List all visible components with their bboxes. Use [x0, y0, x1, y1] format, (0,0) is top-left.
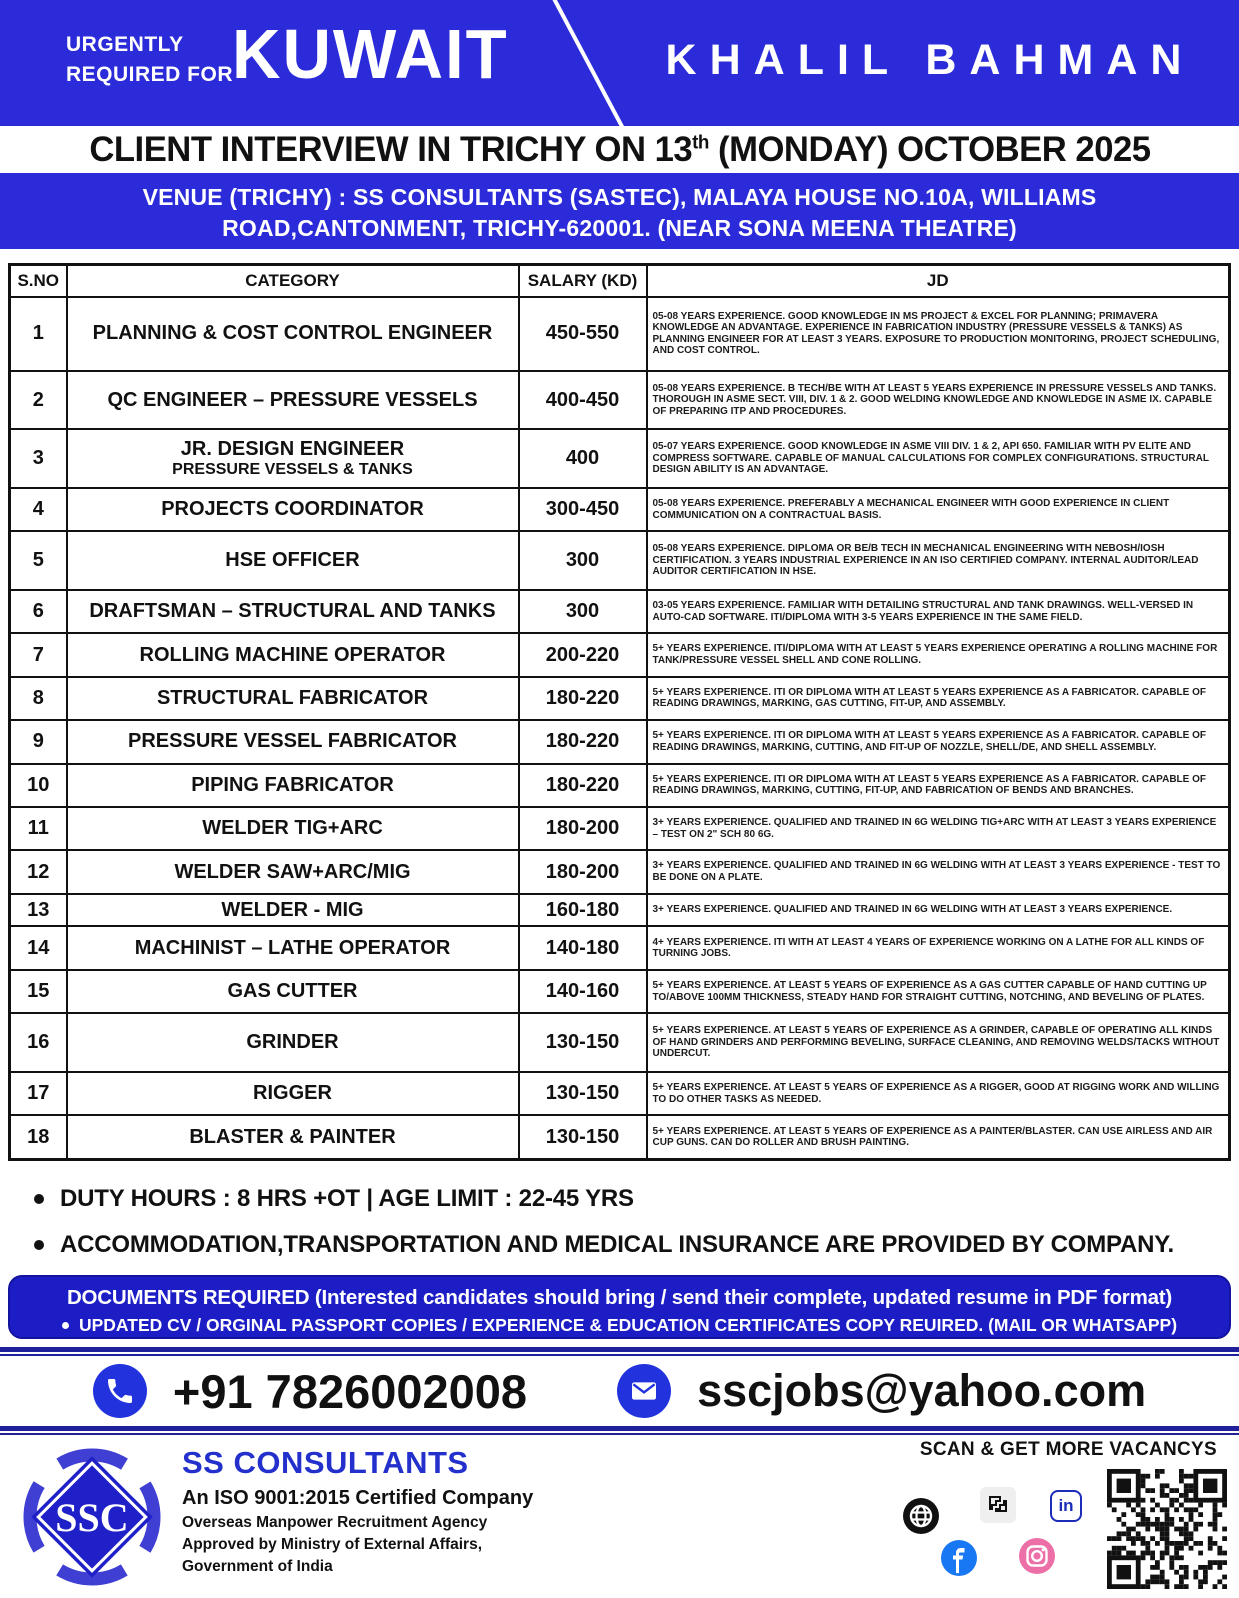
col-header-salary: SALARY (KD)	[519, 265, 647, 298]
jd-cell: 03-05 YEARS EXPERIENCE. FAMILIAR WITH DETAILING STRUCTURAL AND TANK DRAWINGS. WELL-VERSED IN AUTO-CAD SOFTWARE. ITI/DIPLOMA WITH 3-5 YEARS EXPERIENCE IN THE SAME FIELD.	[647, 590, 1230, 633]
table-row	[10, 970, 1230, 1013]
category-cell: BLASTER & PAINTER	[67, 1115, 519, 1159]
sno-cell: 9	[10, 720, 67, 763]
category-cell: PROJECTS COORDINATOR	[67, 488, 519, 531]
table-row	[10, 633, 1230, 676]
jd-cell: 5+ YEARS EXPERIENCE. AT LEAST 5 YEARS OF EXPERIENCE AS A PAINTER/BLASTER. CAN USE AIRLESS AND AIR CUP GUNS. CAN DO ROLLER AND BRUSH PAINTING.	[647, 1115, 1230, 1159]
sno-cell: 13	[10, 894, 67, 927]
sno-cell: 1	[10, 297, 67, 371]
jd-cell: 3+ YEARS EXPERIENCE. QUALIFIED AND TRAINED IN 6G WELDING WITH AT LEAST 3 YEARS EXPERIENCE.	[647, 894, 1230, 927]
sno-cell: 18	[10, 1115, 67, 1159]
documents-required-box	[8, 1275, 1231, 1339]
sno-cell: 10	[10, 764, 67, 807]
bullet-dot	[34, 1194, 44, 1204]
salary-cell: 160-180	[519, 894, 647, 927]
email-address: sscjobs@yahoo.com	[697, 1365, 1147, 1416]
category-cell: WELDER - MIG	[67, 894, 519, 927]
ssc-logo	[16, 1441, 168, 1598]
salary-cell: 300	[519, 531, 647, 590]
sno-cell: 11	[10, 807, 67, 850]
jd-cell: 05-08 YEARS EXPERIENCE. B TECH/BE WITH AT LEAST 5 YEARS EXPERIENCE IN PRESSURE VESSELS AND TANKS. THOROUGH IN ASME SECT. VIII, DIV. 1 & 2. GOOD WELDING KNOWLEDGE AND KNOWLEDGE IN ASME IX. CAPABLE OF PREPARING ITP AND PROCEDURES.	[647, 371, 1230, 430]
instagram-icon	[1018, 1537, 1056, 1580]
country-title: KUWAIT	[232, 15, 509, 93]
approved-line: Approved by Ministry of External Affairs,	[182, 1536, 483, 1553]
agency-line: Overseas Manpower Recruitment Agency	[182, 1514, 488, 1531]
documents-bullet: UPDATED CV / ORGINAL PASSPORT COPIES / EXPERIENCE & EDUCATION CERTIFICATES COPY REUIRED. (MAIL OR WHATSAPP)	[24, 1315, 1215, 1336]
category-cell: PLANNING & COST CONTROL ENGINEER	[67, 297, 519, 371]
category-cell: HSE OFFICER	[67, 531, 519, 590]
sno-cell: 2	[10, 371, 67, 430]
table-row	[10, 531, 1230, 590]
venue-line-2: ROAD,CANTONMENT, TRICHY-620001. (NEAR SONA MEENA THEATRE)	[222, 214, 1017, 241]
jd-cell: 5+ YEARS EXPERIENCE. ITI OR DIPLOMA WITH AT LEAST 5 YEARS EXPERIENCE AS A FABRICATOR. CAPABLE OF READING DRAWINGS, MARKING, CUTTING, FIT-UP, AND FABRICATION OF BENDS AND BRANCHES.	[647, 764, 1230, 807]
jd-cell: 5+ YEARS EXPERIENCE. AT LEAST 5 YEARS OF EXPERIENCE AS A GRINDER, CAPABLE OF OPERATING ALL KINDS OF HAND GRINDERS AND PERFORMING BEVELING, SURFACE CLEANING, AND REMOVING WELDS/TACKS WITHOUT UNDERCUT.	[647, 1013, 1230, 1072]
sno-cell: 17	[10, 1072, 67, 1115]
jd-cell: 5+ YEARS EXPERIENCE. AT LEAST 5 YEARS OF EXPERIENCE AS A GAS CUTTER CAPABLE OF HAND CUTTING UP TO/ABOVE 100MM THICKNESS, STEADY HAND FOR STRAIGHT CUTTING, NOTCHING, AND BEVELING OF PLATES.	[647, 970, 1230, 1013]
iso-line: An ISO 9001:2015 Certified Company	[182, 1487, 534, 1509]
footer	[0, 1435, 1239, 1597]
divider-line	[0, 1426, 1239, 1435]
jd-cell: 3+ YEARS EXPERIENCE. QUALIFIED AND TRAINED IN 6G WELDING WITH AT LEAST 3 YEARS EXPERIENCE - TEST TO BE DONE ON A PLATE.	[647, 850, 1230, 893]
jd-cell: 5+ YEARS EXPERIENCE. ITI OR DIPLOMA WITH AT LEAST 5 YEARS EXPERIENCE AS A FABRICATOR. CAPABLE OF READING DRAWINGS, MARKING, CUTTING, AND FIT-UP OF NOZZLE, SHELL/DE, AND SHELL ASSEMBLY.	[647, 720, 1230, 763]
category-cell: JR. DESIGN ENGINEER PRESSURE VESSELS & TANKS	[67, 429, 519, 488]
notes-section	[0, 1161, 1239, 1265]
col-header-category: CATEGORY	[67, 265, 519, 298]
jd-cell: 3+ YEARS EXPERIENCE. QUALIFIED AND TRAINED IN 6G WELDING TIG+ARC WITH AT LEAST 3 YEARS EXPERIENCE – TEST ON 2" SCH 80 6G.	[647, 807, 1230, 850]
category-cell: MACHINIST – LATHE OPERATOR	[67, 926, 519, 969]
category-cell: GRINDER	[67, 1013, 519, 1072]
table-row	[10, 1013, 1230, 1072]
company-info	[182, 1445, 533, 1576]
note-duty-hours: DUTY HOURS : 8 HRS +OT | AGE LIMIT : 22-45 YRS	[34, 1185, 1209, 1213]
salary-cell: 130-150	[519, 1115, 647, 1159]
category-cell: QC ENGINEER – PRESSURE VESSELS	[67, 371, 519, 430]
sno-cell: 5	[10, 531, 67, 590]
jd-cell: 4+ YEARS EXPERIENCE. ITI WITH AT LEAST 4 YEARS OF EXPERIENCE WORKING ON A LATHE FOR ALL KINDS OF TURNING JOBS.	[647, 926, 1230, 969]
jd-cell: 05-08 YEARS EXPERIENCE. PREFERABLY A MECHANICAL ENGINEER WITH GOOD EXPERIENCE IN CLIENT COMMUNICATION ON A CONTRACTUAL BASIS.	[647, 488, 1230, 531]
salary-cell: 140-180	[519, 926, 647, 969]
category-cell: DRAFTSMAN – STRUCTURAL AND TANKS	[67, 590, 519, 633]
qr-code	[1107, 1469, 1227, 1589]
table-row	[10, 1072, 1230, 1115]
client-name: KHALIL BAHMAN	[665, 36, 1195, 84]
table-row	[10, 1115, 1230, 1159]
jd-cell: 05-07 YEARS EXPERIENCE. GOOD KNOWLEDGE IN ASME VIII DIV. 1 & 2, API 650. FAMILIAR WITH PV ELITE AND COMPRESS SOFTWARE. CAPABLE OF MANUAL CALCULATIONS FOR COMPLEX CONFIGURATIONS. STRUCTURAL DESIGN ABILITY IS AN ADVANTAGE.	[647, 429, 1230, 488]
vacancy-table-wrapper	[0, 249, 1239, 1161]
salary-cell: 180-200	[519, 807, 647, 850]
phone-number: +91 7826002008	[172, 1364, 528, 1418]
table-row	[10, 720, 1230, 763]
contact-strip	[0, 1356, 1239, 1426]
salary-cell: 180-220	[519, 677, 647, 720]
venue-band	[0, 176, 1239, 249]
table-row	[10, 807, 1230, 850]
facebook-icon	[940, 1539, 978, 1582]
table-row	[10, 677, 1230, 720]
linkedin-icon: in	[1050, 1490, 1082, 1522]
col-header-jd: JD	[647, 265, 1230, 298]
category-cell: ROLLING MACHINE OPERATOR	[67, 633, 519, 676]
table-row	[10, 429, 1230, 488]
salary-cell: 130-150	[519, 1072, 647, 1115]
sno-cell: 6	[10, 590, 67, 633]
divider-line	[0, 1347, 1239, 1356]
salary-cell: 130-150	[519, 1013, 647, 1072]
sno-cell: 3	[10, 429, 67, 488]
salary-cell: 200-220	[519, 633, 647, 676]
logo-text: SSC	[55, 1495, 129, 1540]
category-cell: GAS CUTTER	[67, 970, 519, 1013]
salary-cell: 180-220	[519, 764, 647, 807]
table-row	[10, 764, 1230, 807]
header-banner	[0, 0, 1239, 126]
urgently-required-label: URGENTLY REQUIRED FOR	[66, 33, 234, 87]
jd-cell: 05-08 YEARS EXPERIENCE. DIPLOMA OR BE/B TECH IN MECHANICAL ENGINEERING WITH NEBOSH/IOSH CERTIFICATION. 3 YEARS INDUSTRIAL EXPERIENCE IN AN ISO CERTIFIED COMPANY. INTERNAL AUDITOR/LEAD AUDITOR CERTIFICATION IN HSE.	[647, 531, 1230, 590]
sno-cell: 16	[10, 1013, 67, 1072]
sno-cell: 14	[10, 926, 67, 969]
vacancy-table	[8, 263, 1231, 1161]
salary-cell: 300	[519, 590, 647, 633]
bullet-dot	[34, 1240, 44, 1250]
sno-cell: 15	[10, 970, 67, 1013]
globe-icon	[902, 1497, 940, 1540]
col-header-sno: S.NO	[10, 265, 67, 298]
table-row	[10, 297, 1230, 371]
sno-cell: 7	[10, 633, 67, 676]
table-row	[10, 926, 1230, 969]
email-icon	[617, 1364, 671, 1418]
table-header-row	[10, 265, 1230, 298]
government-line: Government of India	[182, 1558, 333, 1575]
category-cell: PIPING FABRICATOR	[67, 764, 519, 807]
venue-line-1: VENUE (TRICHY) : SS CONSULTANTS (SASTEC), MALAYA HOUSE NO.10A, WILLIAMS	[142, 183, 1097, 210]
jd-cell: 5+ YEARS EXPERIENCE. AT LEAST 5 YEARS OF EXPERIENCE AS A RIGGER, GOOD AT RIGGING WORK AND WILLING TO DO OTHER TASKS AS NEEDED.	[647, 1072, 1230, 1115]
phone-icon	[93, 1364, 147, 1418]
interview-title: CLIENT INTERVIEW IN TRICHY ON 13th (MONDAY) OCTOBER 2025	[88, 129, 1151, 169]
salary-cell: 450-550	[519, 297, 647, 371]
table-row	[10, 488, 1230, 531]
jd-cell: 5+ YEARS EXPERIENCE. ITI OR DIPLOMA WITH AT LEAST 5 YEARS EXPERIENCE AS A FABRICATOR. CAPABLE OF READING DRAWINGS, MARKING, GAS CUTTING, FIT-UP, AND ASSEMBLY.	[647, 677, 1230, 720]
company-name: SS CONSULTANTS	[182, 1445, 469, 1480]
table-row	[10, 894, 1230, 927]
sno-cell: 12	[10, 850, 67, 893]
diagonal-divider	[549, 0, 630, 126]
salary-cell: 180-200	[519, 850, 647, 893]
category-cell: PRESSURE VESSEL FABRICATOR	[67, 720, 519, 763]
salary-cell: 300-450	[519, 488, 647, 531]
category-cell: WELDER SAW+ARC/MIG	[67, 850, 519, 893]
interview-title-band	[0, 126, 1239, 176]
category-cell: STRUCTURAL FABRICATOR	[67, 677, 519, 720]
jd-cell: 5+ YEARS EXPERIENCE. ITI/DIPLOMA WITH AT LEAST 5 YEARS EXPERIENCE OPERATING A ROLLING MACHINE FOR TANK/PRESSURE VESSEL SHELL AND CONE ROLLING.	[647, 633, 1230, 676]
pixel-app-icon	[980, 1487, 1016, 1523]
scan-label: SCAN & GET MORE VACANCYS	[919, 1439, 1217, 1460]
category-cell: RIGGER	[67, 1072, 519, 1115]
bullet-dot	[62, 1322, 69, 1329]
salary-cell: 400	[519, 429, 647, 488]
jd-cell: 05-08 YEARS EXPERIENCE. GOOD KNOWLEDGE IN MS PROJECT & EXCEL FOR PLANNING; PRIMAVERA KNOWLEDGE AN ADVANTAGE. EXPERIENCE IN FABRICATION INDUSTRY (PRESSURE VESSELS & TANKS) AS PLANNING ENGINEER FOR AT LEAST 3 YEARS. EXPOSURE TO PRODUCTION MONITORING, PROJECT SCHEDULING, AND COST CONTROL.	[647, 297, 1230, 371]
sno-cell: 4	[10, 488, 67, 531]
salary-cell: 400-450	[519, 371, 647, 430]
table-row	[10, 850, 1230, 893]
sno-cell: 8	[10, 677, 67, 720]
table-row	[10, 371, 1230, 430]
salary-cell: 180-220	[519, 720, 647, 763]
table-row	[10, 590, 1230, 633]
category-cell: WELDER TIG+ARC	[67, 807, 519, 850]
note-benefits: ACCOMMODATION,TRANSPORTATION AND MEDICAL INSURANCE ARE PROVIDED BY COMPANY.	[34, 1231, 1209, 1259]
salary-cell: 140-160	[519, 970, 647, 1013]
documents-heading: DOCUMENTS REQUIRED (Interested candidates should bring / send their complete, updated resume in PDF format)	[66, 1286, 1173, 1309]
